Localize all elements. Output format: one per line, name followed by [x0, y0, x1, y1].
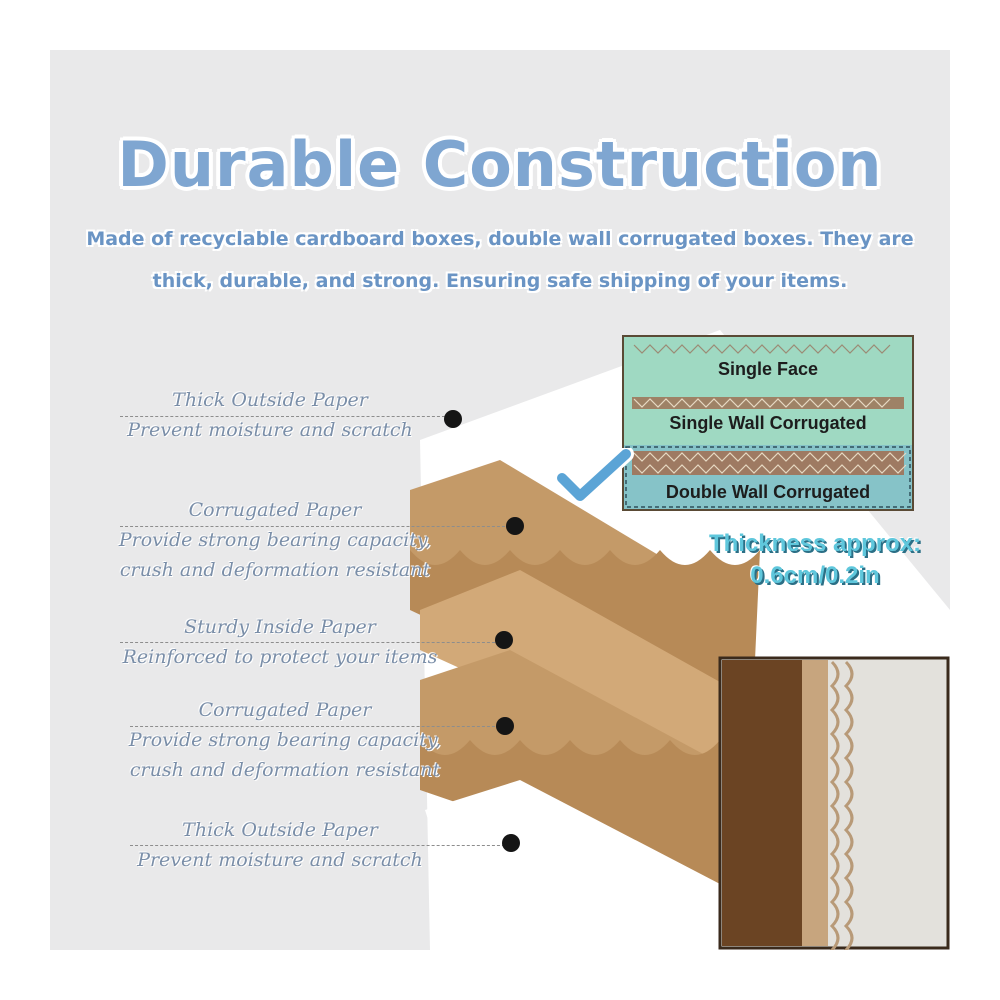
layer-4-description: Provide strong bearing capacity,: [128, 729, 442, 751]
corrugation-diagram: [622, 335, 914, 511]
layer-label-4: [115, 695, 455, 785]
layer-2-description: Provide strong bearing capacity,: [118, 529, 432, 551]
layer-2-heading: Corrugated Paper: [188, 499, 362, 521]
marker-dot-5: [502, 834, 520, 852]
leader-line-3: [120, 642, 500, 643]
layer-5-description: Prevent moisture and scratch: [137, 849, 423, 871]
layer-3-heading: Sturdy Inside Paper: [184, 616, 376, 638]
layer-1-heading: Thick Outside Paper: [172, 389, 368, 411]
marker-dot-4: [496, 717, 514, 735]
layer-label-1: [110, 385, 430, 445]
thickness-value: 0.6cm/0.2in: [750, 562, 880, 589]
layer-3-description: Reinforced to protect your items: [122, 646, 438, 668]
layer-5-heading: Thick Outside Paper: [182, 819, 378, 841]
leader-line-5: [130, 845, 510, 846]
leader-line-1: [120, 416, 450, 417]
marker-dot-3: [495, 631, 513, 649]
leader-line-4: [130, 726, 500, 727]
subtitle-line-1: Made of recyclable cardboard boxes, double wall corrugated boxes. They are: [86, 228, 914, 250]
thickness-label: Thickness approx:: [708, 530, 922, 557]
layer-label-2: [105, 495, 445, 585]
double-wall-label: Double Wall Corrugated: [665, 482, 871, 502]
single-face-label: Single Face: [717, 359, 819, 379]
layer-1-description: Prevent moisture and scratch: [127, 419, 413, 441]
subtitle-line-2: thick, durable, and strong. Ensuring safe shipping of your items.: [152, 270, 848, 292]
infographic-canvas: [50, 50, 950, 950]
subtitle: [60, 218, 940, 302]
marker-dot-2: [506, 517, 524, 535]
layer-4-heading: Corrugated Paper: [198, 699, 372, 721]
layer-2-description-2: crush and deformation resistant: [119, 559, 431, 581]
marker-dot-1: [444, 410, 462, 428]
check-icon: [554, 448, 634, 508]
leader-line-2: [120, 526, 510, 527]
page-title: Durable Construction: [117, 128, 883, 201]
layer-4-description-2: crush and deformation resistant: [129, 759, 441, 781]
cross-section-photo: [720, 658, 948, 950]
single-wall-label: Single Wall Corrugated: [669, 413, 867, 433]
